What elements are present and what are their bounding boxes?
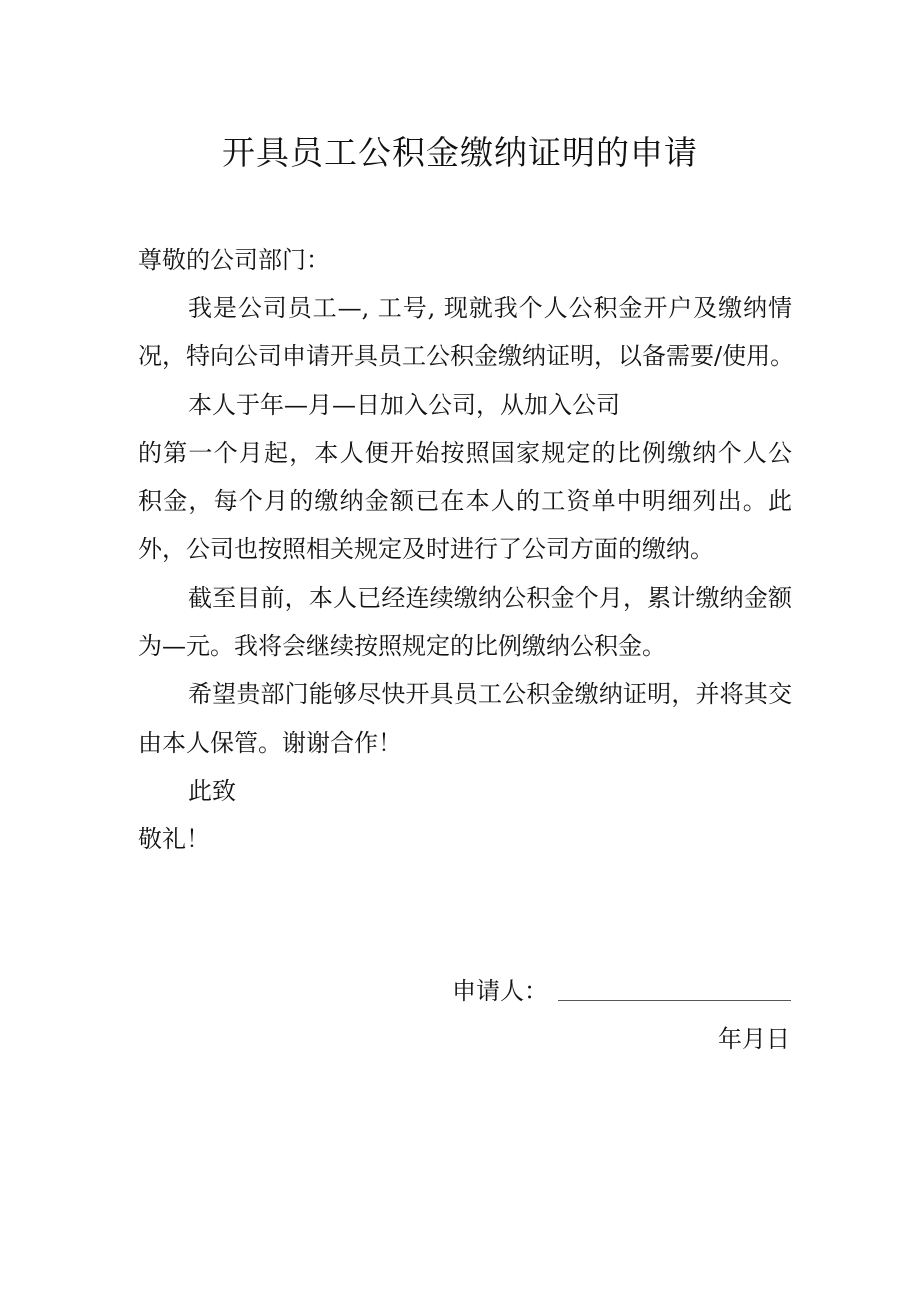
applicant-label: 申请人： xyxy=(452,977,548,1005)
closing-phrase: 此致 xyxy=(188,777,236,805)
date-line: 年月日 xyxy=(718,1025,790,1053)
body-line: 本人于年—月—日加入公司，从加入公司 xyxy=(188,391,620,419)
body-line: 外，公司也按照相关规定及时进行了公司方面的缴纳。 xyxy=(138,535,714,563)
applicant-signature-line xyxy=(558,1000,791,1001)
body-line: 希望贵部门能够尽快开具员工公积金缴纳证明，并将其交 xyxy=(188,680,792,708)
body-line: 我是公司员工—, 工号, 现就我个人公积金开户及缴纳情 xyxy=(188,294,792,322)
body-line: 截至目前，本人已经连续缴纳公积金个月，累计缴纳金额 xyxy=(188,584,792,612)
body-line: 由本人保管。谢谢合作！ xyxy=(138,729,402,757)
body-line: 为—元。我将会继续按照规定的比例缴纳公积金。 xyxy=(138,632,666,660)
body-line: 况，特向公司申请开具员工公积金缴纳证明，以备需要/使用。 xyxy=(138,342,795,370)
body-line: 的第一个月起，本人便开始按照国家规定的比例缴纳个人公 xyxy=(138,439,792,467)
salutation: 尊敬的公司部门： xyxy=(138,246,330,274)
document-title: 开具员工公积金缴纳证明的申请 xyxy=(222,133,698,172)
body-line: 积金，每个月的缴纳金额已在本人的工资单中明细列出。此 xyxy=(138,487,792,515)
closing-salute: 敬礼！ xyxy=(138,825,210,853)
